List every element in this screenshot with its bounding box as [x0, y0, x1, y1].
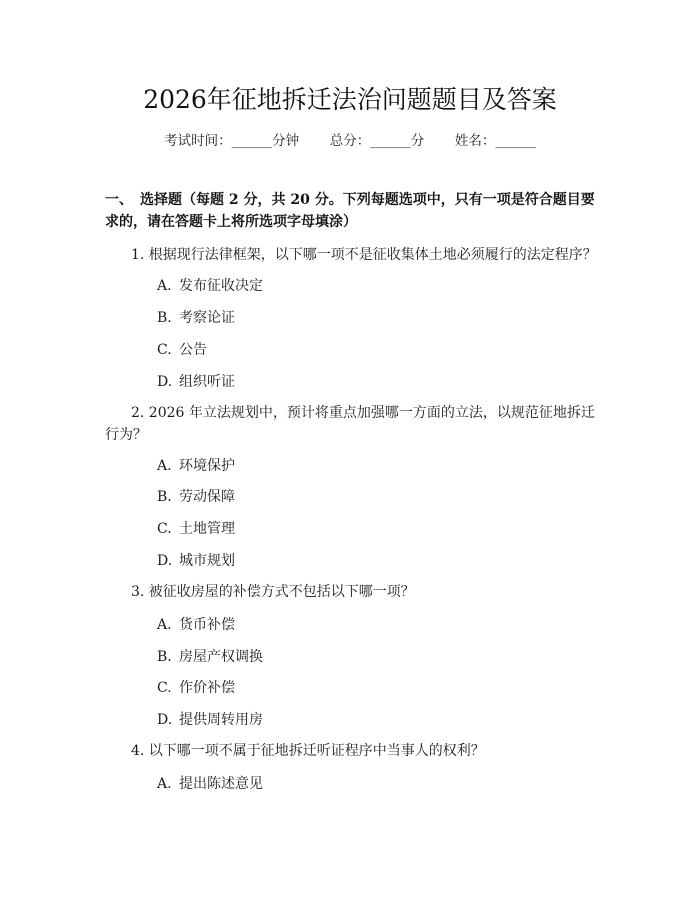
option-text: 组织听证: [179, 374, 235, 390]
option-letter: C.: [157, 680, 172, 696]
option-letter: C.: [157, 521, 172, 537]
question-2-option-c: [157, 518, 235, 540]
question-2-option-d: [157, 550, 235, 572]
option-letter: A.: [157, 617, 172, 633]
question-1-option-a: [157, 275, 263, 297]
option-letter: B.: [157, 649, 172, 665]
question-1-option-b: [157, 307, 235, 329]
question-1-option-c: [157, 339, 207, 361]
question-3-option-a: [157, 614, 235, 636]
option-text: 公告: [179, 342, 207, 358]
question-2: 2. 2026 年立法规划中，预计将重点加强哪一方面的立法，以规范征地拆迁行为？: [105, 405, 595, 443]
time-unit: 分钟: [272, 133, 300, 149]
question-1-option-d: [157, 371, 235, 393]
option-text: 土地管理: [179, 521, 235, 537]
option-letter: D.: [157, 374, 173, 390]
question-4-option-a: [157, 773, 263, 795]
page-title: 2026年征地拆迁法治问题题目及答案: [143, 85, 557, 114]
option-text: 房屋产权调换: [179, 649, 263, 665]
question-3-option-c: [157, 677, 235, 699]
option-text: 作价补偿: [179, 680, 235, 696]
option-text: 考察论证: [179, 310, 235, 326]
option-text: 发布征收决定: [179, 278, 263, 294]
name-blank: ______: [495, 133, 536, 149]
question-4: 4. 以下哪一项不属于征地拆迁听证程序中当事人的权利？: [131, 743, 485, 759]
question-3-option-b: [157, 646, 263, 668]
time-blank: ______: [231, 133, 273, 149]
score-blank: ______: [370, 133, 411, 149]
question-3: 3. 被征收房屋的补偿方式不包括以下哪一项？: [131, 584, 415, 600]
option-letter: B.: [157, 310, 172, 326]
name-label: 姓名：: [454, 133, 496, 149]
option-text: 环境保护: [179, 458, 235, 474]
option-letter: D.: [157, 712, 173, 728]
question-2-option-a: [157, 455, 235, 477]
option-letter: C.: [157, 342, 172, 358]
score-unit: 分: [410, 133, 425, 149]
option-text: 提出陈述意见: [179, 776, 263, 792]
option-text: 城市规划: [179, 553, 235, 569]
question-1: 1. 根据现行法律框架，以下哪一项不是征收集体土地必须履行的法定程序？: [131, 247, 597, 263]
time-label: 考试时间：: [164, 133, 232, 149]
option-text: 提供周转用房: [179, 712, 263, 728]
question-3-option-d: [157, 709, 263, 731]
option-text: 劳动保障: [179, 489, 235, 505]
option-letter: B.: [157, 489, 172, 505]
option-text: 货币补偿: [179, 617, 235, 633]
question-2-option-b: [157, 486, 235, 508]
option-letter: D.: [157, 553, 173, 569]
exam-meta-line: [0, 131, 700, 151]
option-letter: A.: [157, 458, 172, 474]
score-label: 总分：: [329, 133, 371, 149]
option-letter: A.: [157, 278, 172, 294]
section-heading: 一、 选择题（每题 2 分，共 20 分。下列每题选项中，只有一项是符合题目要求的，请在答题卡上将所选项字母填涂）: [105, 192, 595, 230]
option-letter: A.: [157, 776, 172, 792]
